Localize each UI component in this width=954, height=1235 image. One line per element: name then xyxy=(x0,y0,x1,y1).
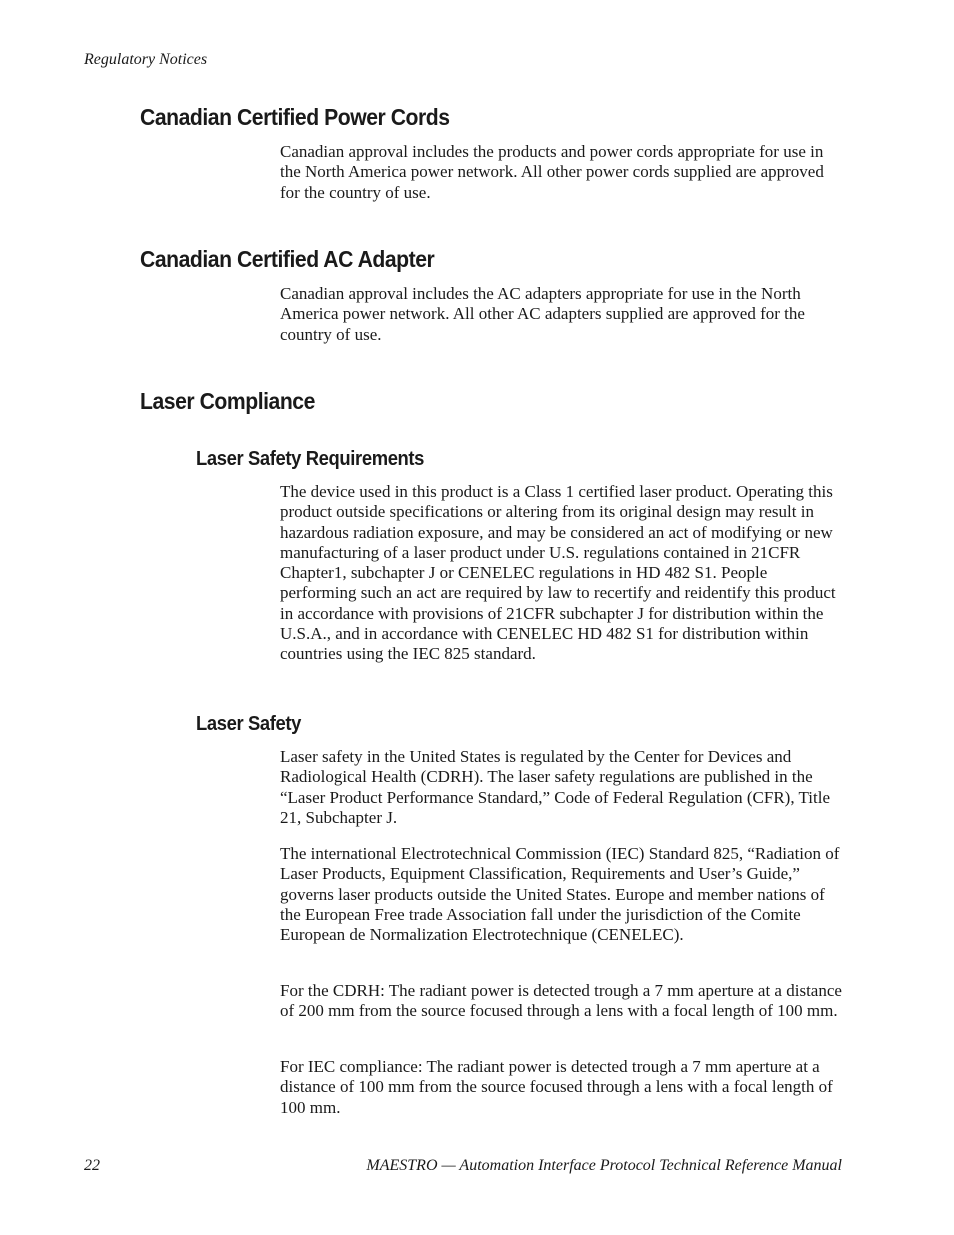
footer-manual-title: MAESTRO — Automation Interface Protocol Technical Reference Manual xyxy=(366,1157,842,1174)
para-laser-safety-2: The international Electrotechnical Commission (IEC) Standard 825, “Radiation of Laser Products, Equipment Classification, Requirements and User’s Guide,” governs laser products outside the United States. Europe and member nations of the European Free trade Association fall under the jurisdiction of the Comite European de Normalization Electrotechnique (CENELEC). xyxy=(280,844,840,945)
heading-power-cords: Canadian Certified Power Cords xyxy=(140,104,450,130)
heading-laser-compliance: Laser Compliance xyxy=(140,388,315,414)
heading-ac-adapter: Canadian Certified AC Adapter xyxy=(140,246,435,272)
para-laser-safety-3: For the CDRH: The radiant power is detected trough a 7 mm aperture at a distance of 200 mm from the source focused through a lens with a focal length of 100 mm. xyxy=(280,981,842,1021)
heading-laser-safety-requirements: Laser Safety Requirements xyxy=(196,448,425,470)
page-number: 22 xyxy=(84,1157,100,1174)
para-laser-safety-1: Laser safety in the United States is regulated by the Center for Devices and Radiological Health (CDRH). The laser safety regulations are published in the “Laser Product Performance Standard,” Code of Federal Regulation (CFR), Title 21, Subchapter J. xyxy=(280,747,831,827)
heading-laser-safety: Laser Safety xyxy=(196,713,302,735)
para-power-cords: Canadian approval includes the products and power cords appropriate for use in the North America power network. All other power cords supplied are approved for the country of use. xyxy=(280,142,824,202)
para-ac-adapter: Canadian approval includes the AC adapters appropriate for use in the North America power network. All other AC adapters supplied are approved for the country of use. xyxy=(280,284,805,344)
running-header: Regulatory Notices xyxy=(84,51,208,68)
para-laser-safety-requirements: The device used in this product is a Class 1 certified laser product. Operating this product outside specifications or altering from its original design may result in hazardous radiation exposure, and may be considered an act of modifying or new manufacturing of a laser product under U.S. regulations contained in 21CFR Chapter1, subchapter J or CENELEC regulations in HD 482 S1. People performing such an act are required by law to recertify and reidentify this product in accordance with provisions of 21CFR subchapter J for distribution within the U.S.A., and in accordance with CENELEC HD 482 S1 for distribution within countries using the IEC 825 standard. xyxy=(280,482,836,664)
para-laser-safety-4: For IEC compliance: The radiant power is detected trough a 7 mm aperture at a distance of 100 mm from the source focused through a lens with a focal length of 100 mm. xyxy=(280,1057,833,1117)
